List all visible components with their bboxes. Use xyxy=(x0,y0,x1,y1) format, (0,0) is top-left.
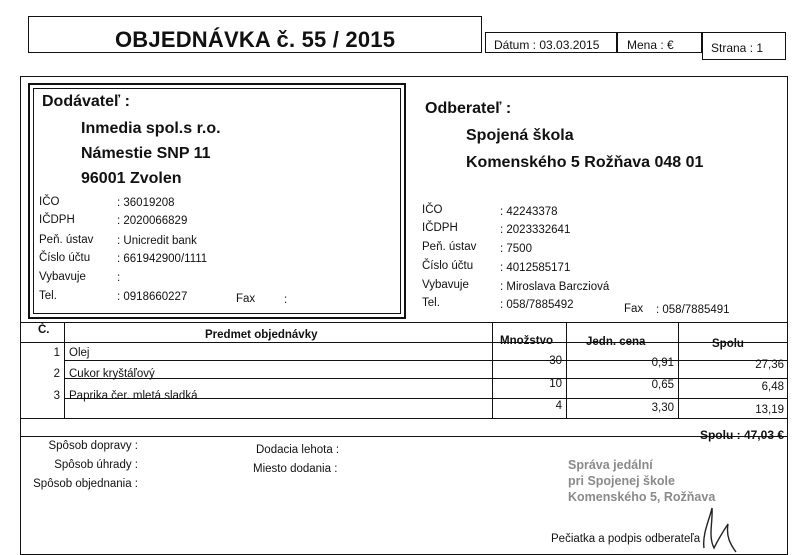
ordering-label: Spôsob objednania : xyxy=(33,478,138,490)
supplier-heading: Dodávateľ : xyxy=(42,93,130,110)
customer-icdph-value: : 2023332641 xyxy=(500,224,571,236)
supplier-bank-label: Peň. ústav xyxy=(39,234,94,246)
row2-total: 6,48 xyxy=(761,381,784,393)
row2-item: Cukor kryštáľový xyxy=(69,368,155,380)
row2-no: 2 xyxy=(53,368,60,380)
col-no-divider xyxy=(64,322,65,418)
transport-label: Spôsob dopravy : xyxy=(48,440,138,452)
delivery-place-label: Miesto dodania : xyxy=(253,463,338,475)
customer-ico-value: : 42243378 xyxy=(500,206,558,218)
customer-icdph-label: IČDPH xyxy=(422,222,458,234)
row2-qty: 10 xyxy=(549,378,562,390)
supplier-tel-label: Tel. xyxy=(39,290,57,302)
row3-unit: 3,30 xyxy=(651,402,674,414)
supplier-account-label: Číslo účtu xyxy=(39,252,91,264)
supplier-street: Námestie SNP 11 xyxy=(81,145,211,162)
supplier-icdph-value: : 2020066829 xyxy=(117,215,188,227)
supplier-fax-label: Fax xyxy=(236,293,256,305)
supplier-handler-label: Vybavuje xyxy=(39,271,86,283)
signature-label: Pečiatka a podpis odberateľa xyxy=(551,533,701,545)
order-total: Spolu : 47,03 € xyxy=(699,428,784,442)
row3-qty: 4 xyxy=(555,400,562,412)
customer-fax-value: : 058/7885491 xyxy=(656,304,730,316)
table-header-bottom-line xyxy=(20,342,788,343)
table-bottom-line xyxy=(20,418,788,419)
stamp-line-2: pri Spojenej škole xyxy=(568,474,675,488)
payment-label: Spôsob úhrady : xyxy=(54,459,138,471)
table-row1-line xyxy=(64,360,788,361)
supplier-icdph-label: IČDPH xyxy=(39,214,75,226)
supplier-tel-value: : 0918660227 xyxy=(117,291,188,303)
row1-item: Olej xyxy=(69,347,90,359)
stamp-line-1: Správa jedální xyxy=(568,458,653,472)
th-no: Č. xyxy=(38,324,50,336)
th-item: Predmet objednávky xyxy=(205,329,318,341)
supplier-city: 96001 Zvolen xyxy=(81,170,182,187)
row1-unit: 0,91 xyxy=(651,357,674,369)
customer-bank-label: Peň. ústav xyxy=(422,241,477,253)
customer-name: Spojená škola xyxy=(466,127,574,144)
th-total: Spolu xyxy=(712,338,744,350)
th-unit: Jedn. cena xyxy=(586,336,646,348)
supplier-handler-value: : xyxy=(117,272,121,284)
table-top-line xyxy=(20,322,788,323)
supplier-ico-label: IČO xyxy=(39,196,60,208)
customer-address: Komenského 5 Rožňava 048 01 xyxy=(466,154,704,171)
delivery-term-label: Dodacia lehota : xyxy=(256,444,340,456)
customer-handler-label: Vybavuje xyxy=(422,279,469,291)
order-currency: Mena : € xyxy=(627,38,674,52)
customer-handler-value: : Miroslava Barcziová xyxy=(500,281,610,293)
order-page: Strana : 1 xyxy=(711,41,764,55)
col-qty-divider xyxy=(566,322,567,418)
stamp-line-3: Komenského 5, Rožňava xyxy=(568,490,716,504)
supplier-bank-value: : Unicredit bank xyxy=(117,235,197,247)
row1-qty: 30 xyxy=(549,355,562,367)
customer-tel-value: : 058/7885492 xyxy=(500,299,574,311)
supplier-ico-value: : 36019208 xyxy=(117,197,175,209)
table-row2-line xyxy=(64,378,788,379)
signature-scribble xyxy=(690,500,750,555)
customer-tel-label: Tel. xyxy=(422,297,440,309)
row2-unit: 0,65 xyxy=(651,379,674,391)
customer-ico-label: IČO xyxy=(422,204,443,216)
order-date: Dátum : 03.03.2015 xyxy=(494,38,600,52)
supplier-name: Inmedia spol.s r.o. xyxy=(81,120,221,137)
customer-account-value: : 4012585171 xyxy=(500,262,571,274)
row3-total: 13,19 xyxy=(755,404,784,416)
customer-bank-value: : 7500 xyxy=(500,243,532,255)
row3-item: Paprika čer. mletá sladká xyxy=(69,390,198,402)
customer-account-label: Číslo účtu xyxy=(422,260,474,272)
supplier-fax-value: : xyxy=(284,294,288,306)
row3-no: 3 xyxy=(53,390,60,402)
customer-heading: Odberateľ : xyxy=(425,100,512,117)
th-qty: Množstvo xyxy=(500,335,554,347)
order-title: OBJEDNÁVKA č. 55 / 2015 xyxy=(115,27,396,52)
supplier-account-value: : 661942900/1111 xyxy=(117,253,208,265)
customer-fax-label: Fax xyxy=(624,303,644,315)
row1-no: 1 xyxy=(53,347,60,359)
col-item-divider xyxy=(492,322,493,418)
col-unit-divider xyxy=(678,322,679,418)
row1-total: 27,36 xyxy=(755,359,784,371)
